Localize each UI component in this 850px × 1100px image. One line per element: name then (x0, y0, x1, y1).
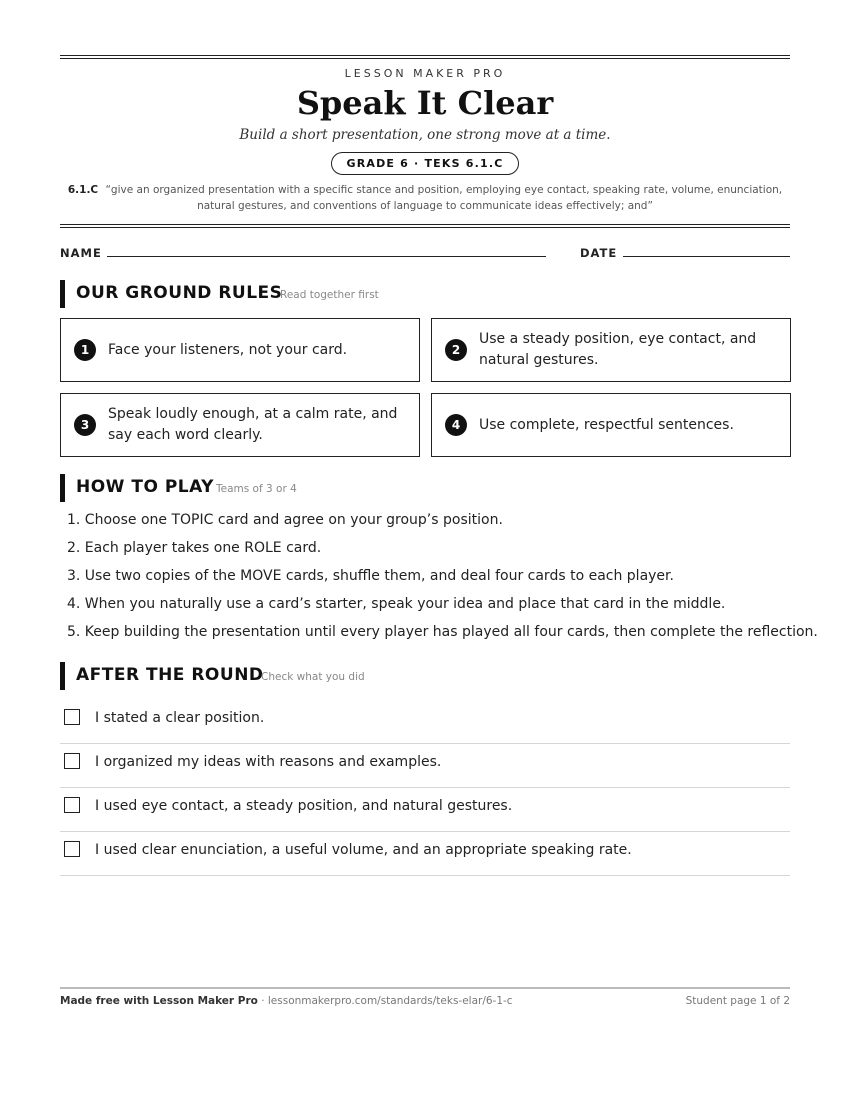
standard-text: “give an organized presentation with a specific stance and position, employing eye contact, speaking rate, volume, enunciation, natural gestures, and conventions of language to communicate ideas effectively; and” (105, 184, 783, 212)
ground-rule-card (60, 318, 420, 382)
rule-number: 2 (445, 339, 467, 361)
brand-name: LESSON MAKER PRO (344, 67, 506, 80)
rule-text: Use a steady position, eye contact, and natural gestures. (479, 331, 757, 368)
step-item: 3. Use two copies of the MOVE cards, shuffle them, and deal four cards to each player. (67, 568, 674, 584)
checkbox[interactable] (64, 753, 80, 769)
checklist-item[interactable] (60, 787, 790, 832)
name-field[interactable] (107, 256, 546, 257)
grade-badge-wrap (60, 152, 790, 175)
section-note: Check what you did (261, 671, 365, 683)
footer-brand: Made free with Lesson Maker Pro (60, 995, 258, 1007)
step-item: 4. When you naturally use a card’s starter, speak your idea and place that card in the middle. (67, 596, 726, 612)
footer-url: · lessonmakerpro.com/standards/teks-elar/6-1-c (257, 995, 513, 1007)
step-item: 1. Choose one TOPIC card and agree on your group’s position. (67, 512, 503, 528)
checklist-item[interactable] (60, 831, 790, 876)
checkbox[interactable] (64, 797, 80, 813)
checklist-text: I stated a clear position. (95, 710, 265, 726)
section-marker (60, 280, 65, 308)
section-title: OUR GROUND RULES (76, 283, 283, 303)
section-note: Read together first (280, 289, 379, 301)
checkbox[interactable] (64, 841, 80, 857)
footer-rule (60, 987, 790, 989)
page-title: Speak It Clear (296, 84, 554, 122)
after-round-header (60, 662, 790, 690)
rule-number: 4 (445, 414, 467, 436)
rule-text: Use complete, respectful sentences. (479, 416, 734, 433)
checklist-text: I used clear enunciation, a useful volume, and an appropriate speaking rate. (95, 842, 632, 858)
section-note: Teams of 3 or 4 (216, 483, 297, 495)
section-title: AFTER THE ROUND (76, 665, 264, 685)
page-indicator: Student page 1 of 2 (685, 995, 790, 1007)
standard-code: 6.1.C (67, 184, 99, 196)
rule-text: Face your listeners, not your card. (108, 341, 348, 358)
checkbox[interactable] (64, 709, 80, 725)
page-subtitle: Build a short presentation, one strong move at a time. (239, 127, 611, 143)
section-marker (60, 474, 65, 502)
ground-rules-header (60, 280, 790, 308)
name-label: NAME (60, 246, 102, 260)
how-to-play-header (60, 474, 790, 502)
header-bottom-rule (60, 224, 790, 228)
date-field[interactable] (623, 256, 790, 257)
rule-number: 3 (74, 414, 96, 436)
top-double-rule (60, 55, 790, 59)
section-title: HOW TO PLAY (76, 477, 214, 497)
worksheet-page (60, 0, 818, 1100)
checklist-item[interactable] (60, 699, 790, 744)
checklist-text: I organized my ideas with reasons and examples. (95, 754, 442, 770)
rule-number: 1 (74, 339, 96, 361)
checklist-item[interactable] (60, 743, 790, 788)
ground-rule-card (60, 393, 420, 457)
footer-credit (60, 995, 513, 1007)
rule-text: Speak loudly enough, at a calm rate, and say each word clearly. (108, 406, 398, 443)
date-label: DATE (580, 246, 618, 260)
grade-badge: GRADE 6 · TEKS 6.1.C (331, 152, 518, 175)
checklist-text: I used eye contact, a steady position, and natural gestures. (95, 798, 513, 814)
section-marker (60, 662, 65, 690)
ground-rule-card (431, 318, 791, 382)
step-item: 5. Keep building the presentation until every player has played all four cards, then complete the reflection. (67, 624, 818, 640)
standard-description (60, 182, 790, 214)
ground-rule-card (431, 393, 791, 457)
step-item: 2. Each player takes one ROLE card. (67, 540, 322, 556)
